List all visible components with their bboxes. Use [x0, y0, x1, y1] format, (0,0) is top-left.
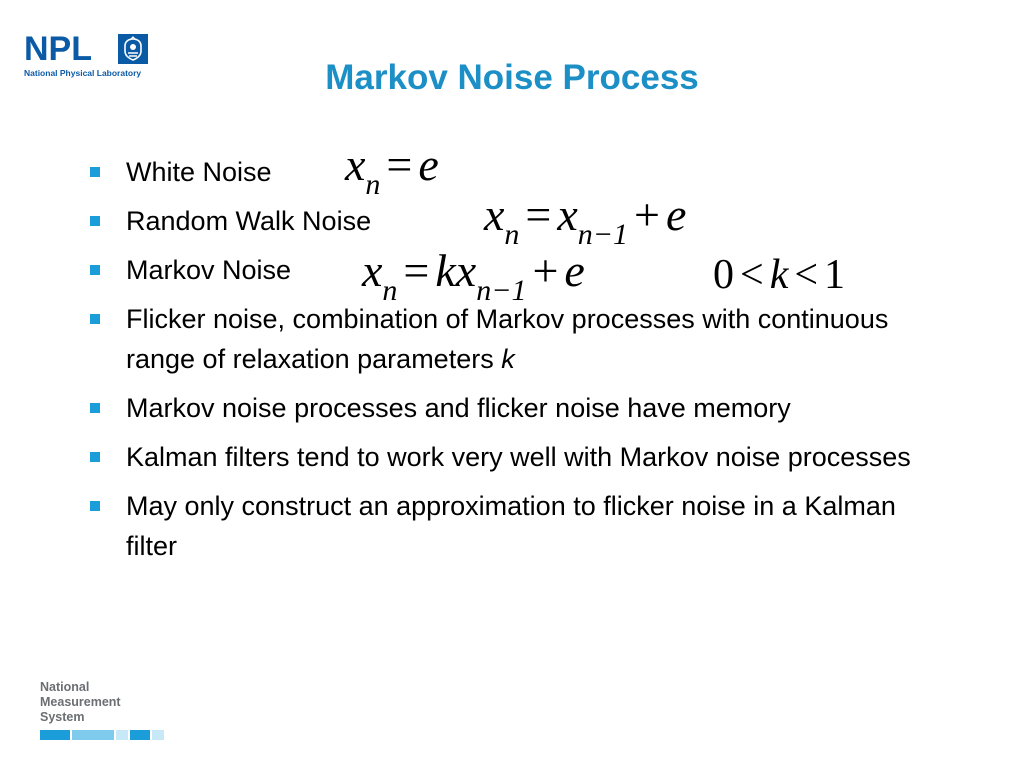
nms-logo-line: System: [40, 710, 85, 724]
bullet-square-icon: [90, 167, 100, 177]
equation-random-walk: $x_n = x_{n-1} + e$: [484, 189, 687, 251]
bullet-item-markov-noise: Markov Noise: [88, 250, 938, 290]
bullet-item-kalman: Kalman filters tend to work very well with Markov noise processes: [88, 437, 938, 477]
npl-logo-letters: NPL: [24, 30, 92, 68]
bullet-square-icon: [90, 501, 100, 511]
nms-bar-segment: [72, 730, 114, 740]
equation-markov: $x_n = kx_{n-1} + e$: [362, 245, 585, 307]
npl-logo-subtitle: National Physical Laboratory: [24, 68, 142, 78]
nms-logo-line: Measurement: [40, 695, 121, 709]
equation-constraint: 0 < k < 1: [713, 252, 846, 298]
equation-white-noise: $x_n = e$: [345, 139, 439, 201]
nms-bar-segment: [40, 730, 70, 740]
nms-logo: [40, 680, 170, 744]
nms-bar-segment: [152, 730, 164, 740]
bullet-emphasis-k: k: [501, 344, 515, 374]
bullet-item-memory: Markov noise processes and flicker noise have memory: [88, 388, 938, 428]
bullet-square-icon: [90, 216, 100, 226]
nms-bar-segment: [130, 730, 150, 740]
bullet-item-white-noise: White Noise: [88, 152, 938, 192]
bullet-item-random-walk: Random Walk Noise: [88, 201, 938, 241]
nms-logo-line: National: [40, 680, 90, 694]
bullet-square-icon: [90, 265, 100, 275]
bullet-square-icon: [90, 403, 100, 413]
slide-title: Markov Noise Process: [325, 58, 699, 97]
nms-bar-segment: [116, 730, 128, 740]
bullet-item-approximation: May only construct an approximation to flicker noise in a Kalman filter: [88, 486, 938, 566]
nms-color-bar: [40, 730, 164, 740]
bullet-square-icon: [90, 314, 100, 324]
bullet-item-flicker-noise: Flicker noise, combination of Markov processes with continuous range of relaxation parameters k: [88, 299, 938, 379]
bullet-square-icon: [90, 452, 100, 462]
